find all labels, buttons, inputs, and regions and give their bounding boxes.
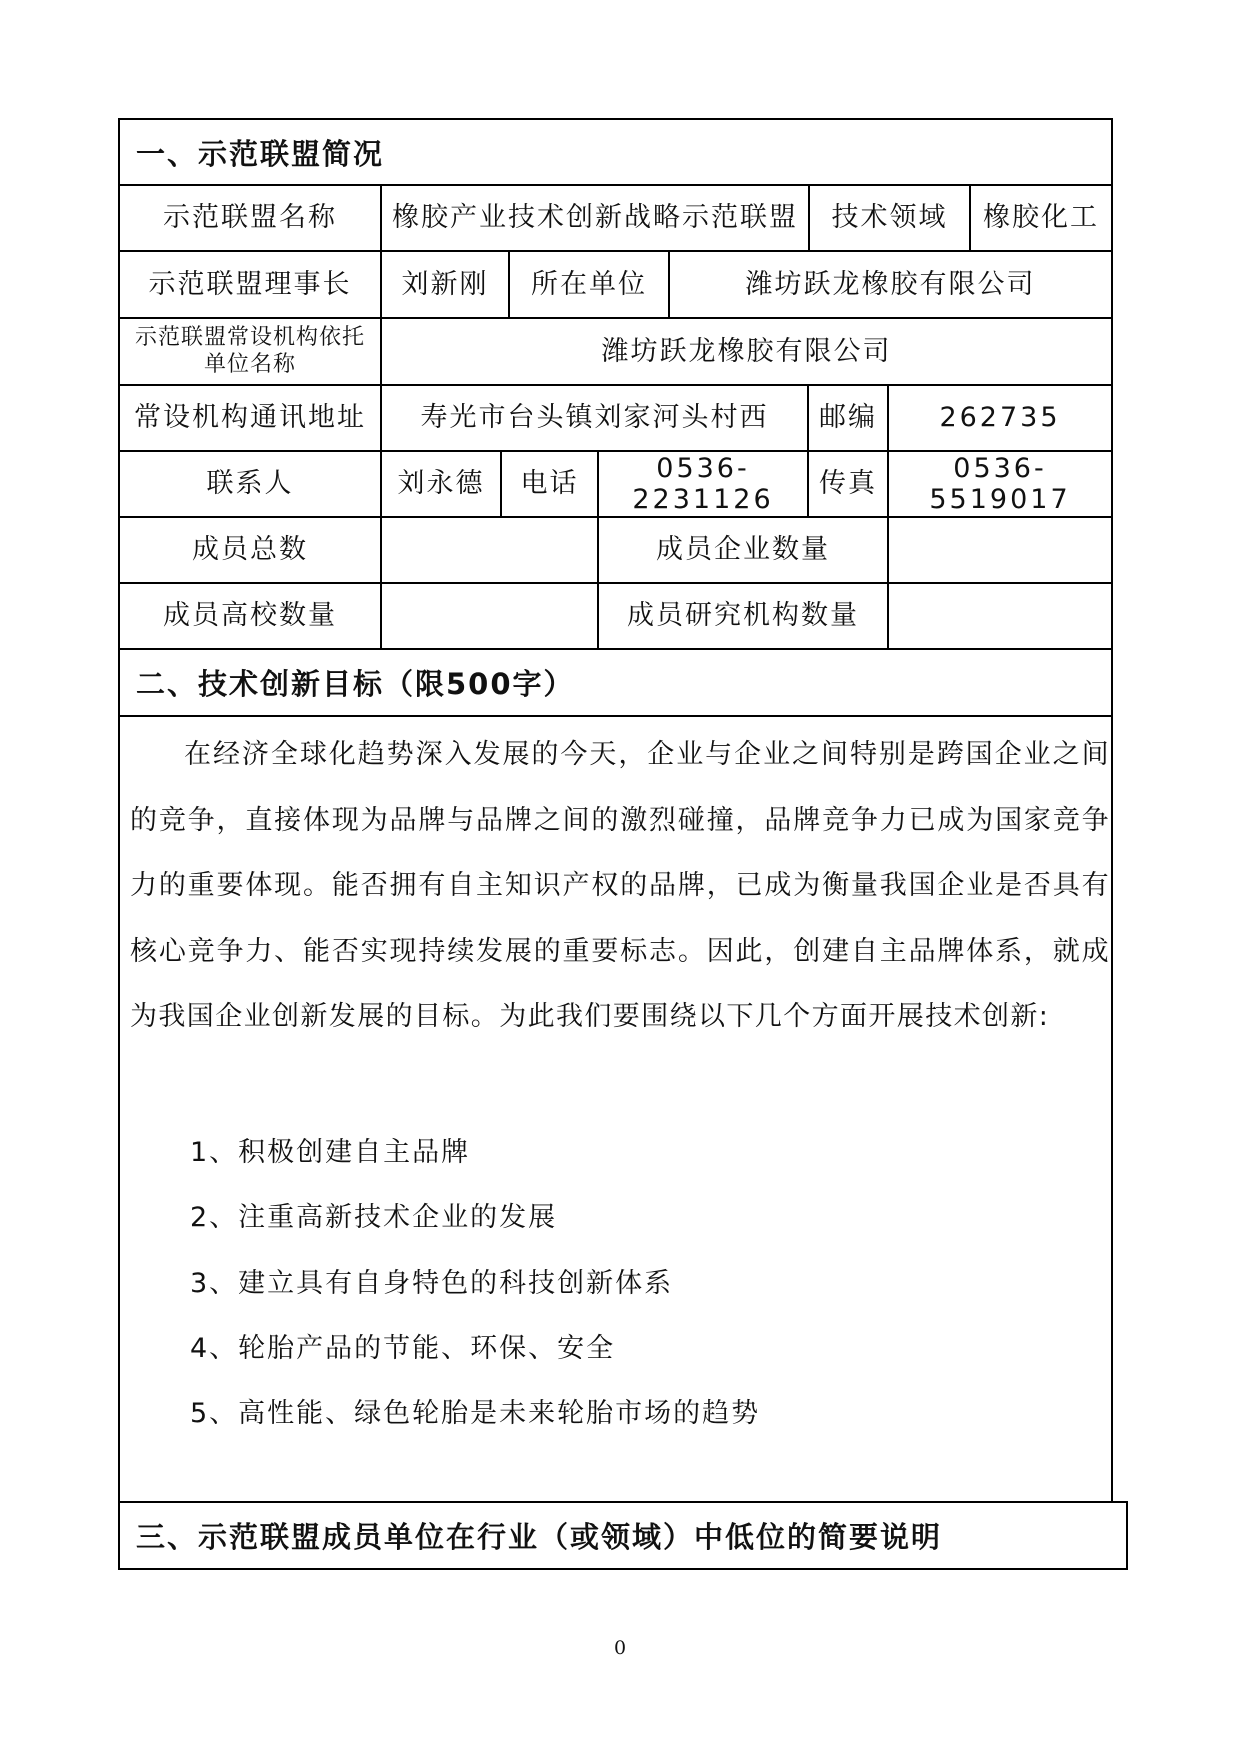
page-number: 0 — [613, 1637, 627, 1659]
table-border-right — [1126, 1501, 1128, 1570]
table-border-bottom — [118, 1568, 1128, 1570]
alliance-name-value: 橡胶产业技术创新战略示范联盟 — [392, 202, 798, 234]
host-unit-label: 示范联盟常设机构依托单位名称 — [134, 325, 365, 377]
zip-value: 262735 — [939, 402, 1061, 434]
goal-list-item: 1、积极创建自主品牌 — [190, 1137, 471, 1168]
member-enterprise-value — [889, 518, 1111, 582]
contact-name: 刘永德 — [397, 468, 485, 500]
member-institute-value — [889, 584, 1111, 648]
goal-list-item: 2、注重高新技术企业的发展 — [190, 1202, 558, 1233]
contact-label: 联系人 — [206, 468, 294, 500]
goal-list-item: 4、轮胎产品的节能、环保、安全 — [190, 1333, 616, 1364]
member-enterprise-label: 成员企业数量 — [656, 534, 830, 566]
section-3-heading: 三、示范联盟成员单位在行业（或领域）中低位的简要说明 — [136, 1520, 943, 1554]
goal-list-item: 3、建立具有自身特色的科技创新体系 — [190, 1268, 674, 1299]
fax-label: 传真 — [819, 468, 877, 500]
innovation-goal-paragraph: 在经济全球化趋势深入发展的今天，企业与企业之间特别是跨国企业之间的竞争，直接体现为品牌与品牌之间的激烈碰撞，品牌竞争力已成为国家竞争力的重要体现。能否拥有自主知识产权的品牌，已成为衡量我国企业是否具有核心竞争力、能否实现持续发展的重要标志。因此，创建自主品牌体系，就成为我国企业创新发展的目标。为此我们要围绕以下几个方面开展技术创新: — [130, 739, 1110, 1032]
chairman-name: 刘新刚 — [401, 268, 489, 300]
member-school-label: 成员高校数量 — [163, 600, 337, 632]
zip-label: 邮编 — [819, 402, 877, 434]
phone-label: 电话 — [520, 468, 579, 500]
goal-list-item: 5、高性能、绿色轮胎是未来轮胎市场的趋势 — [190, 1398, 761, 1429]
alliance-name-label: 示范联盟名称 — [163, 202, 337, 234]
chairman-unit-label: 所在单位 — [531, 268, 647, 300]
section-2-heading: 二、技术创新目标（限500字） — [136, 667, 575, 701]
address-value: 寿光市台头镇刘家河头村西 — [420, 402, 769, 434]
row-divider — [118, 715, 1113, 717]
table-border-right — [1111, 118, 1113, 1503]
table-border-left — [118, 118, 120, 1570]
address-label: 常设机构通讯地址 — [134, 402, 366, 434]
chairman-unit-value: 潍坊跃龙橡胶有限公司 — [745, 268, 1036, 300]
member-school-value — [382, 584, 597, 648]
host-unit-value: 潍坊跃龙橡胶有限公司 — [601, 335, 892, 367]
tech-field-value: 橡胶化工 — [983, 202, 1099, 234]
tech-field-label: 技术领域 — [831, 202, 948, 234]
fax-value: 0536-5519017 — [929, 452, 1071, 515]
chairman-label: 示范联盟理事长 — [148, 268, 352, 300]
member-total-value — [382, 518, 597, 582]
section-1-heading: 一、示范联盟简况 — [136, 136, 385, 171]
member-institute-label: 成员研究机构数量 — [627, 600, 859, 632]
phone-value: 0536-2231126 — [632, 452, 774, 515]
member-total-label: 成员总数 — [192, 534, 308, 566]
